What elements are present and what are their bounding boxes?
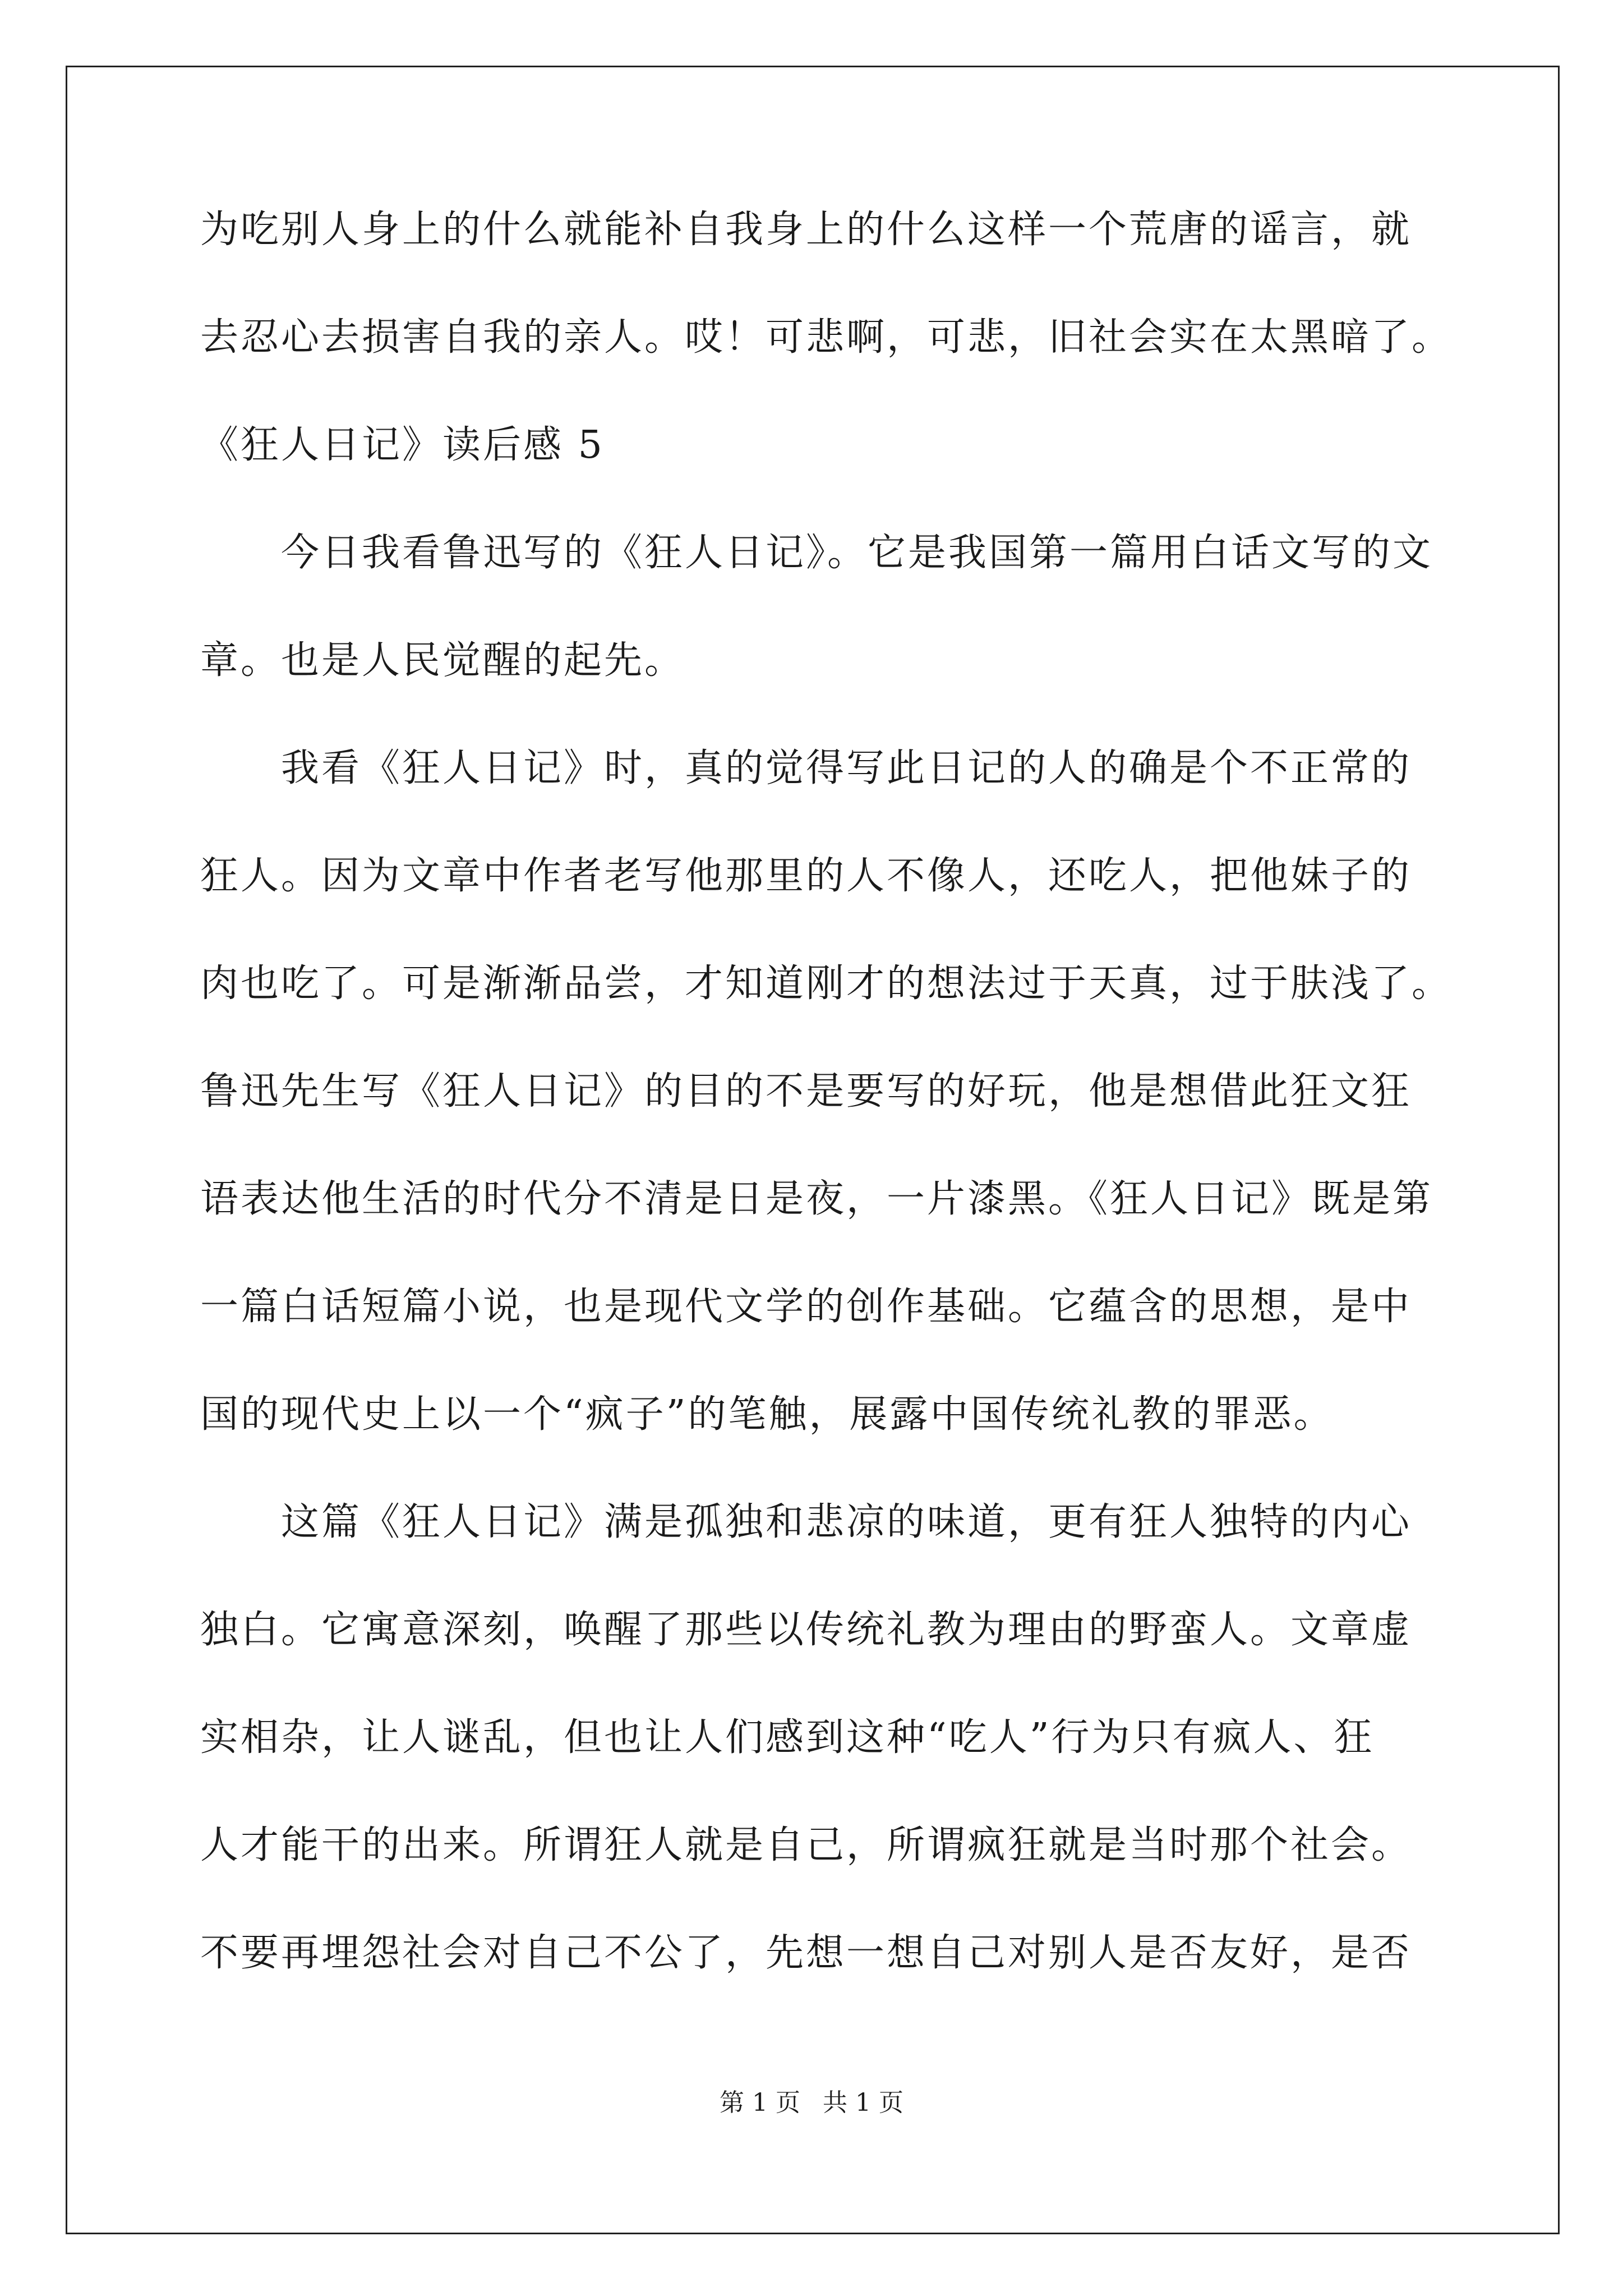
- text-line: 一篇白话短篇小说，也是现代文学的创作基础。它蕴含的思想，是中: [200, 1285, 1412, 1329]
- page-number: 第 1 页: [720, 2088, 800, 2117]
- text-line: 我看《狂人日记》时，真的觉得写此日记的人的确是个不正常的: [200, 746, 1412, 790]
- text-line: 语表达他生活的时代分不清是日是夜，一片漆黑。《狂人日记》既是第: [200, 1177, 1433, 1221]
- text-line: 实相杂，让人谜乱，但也让人们感到这种“吃人”行为只有疯人、狂: [200, 1715, 1375, 1760]
- text-line: 独白。它寓意深刻，唤醒了那些以传统礼教为理由的野蛮人。文章虚: [200, 1608, 1412, 1652]
- text-line: 不要再埋怨社会对自己不公了，先想一想自己对别人是否友好，是否: [200, 1931, 1412, 1975]
- section-heading: 《狂人日记》读后感 5: [200, 423, 605, 467]
- text-line: 章。也是人民觉醒的起先。: [200, 638, 685, 683]
- page-footer: [0, 2088, 1623, 2118]
- text-line: 这篇《狂人日记》满是孤独和悲凉的味道，更有狂人独特的内心: [200, 1500, 1412, 1544]
- document-body: [200, 208, 1453, 2039]
- text-line: 狂人。因为文章中作者老写他那里的人不像人，还吃人，把他妹子的: [200, 854, 1412, 898]
- page-total: 共 1 页: [823, 2088, 903, 2117]
- text-line: 去忍心去损害自我的亲人。哎！可悲啊，可悲，旧社会实在太黑暗了。: [200, 315, 1453, 360]
- text-line: 人才能干的出来。所谓狂人就是自己，所谓疯狂就是当时那个社会。: [200, 1823, 1412, 1867]
- text-line: 肉也吃了。可是渐渐品尝，才知道刚才的想法过于天真，过于肤浅了。: [200, 961, 1453, 1006]
- text-line: 国的现代史上以一个“疯子”的笔触，展露中国传统礼教的罪恶。: [200, 1392, 1334, 1437]
- text-line: 为吃别人身上的什么就能补自我身上的什么这样一个荒唐的谣言，就: [200, 208, 1412, 252]
- text-line: 鲁迅先生写《狂人日记》的目的不是要写的好玩，他是想借此狂文狂: [200, 1069, 1412, 1114]
- text-line: 今日我看鲁迅写的《狂人日记》。它是我国第一篇用白话文写的文: [200, 531, 1433, 575]
